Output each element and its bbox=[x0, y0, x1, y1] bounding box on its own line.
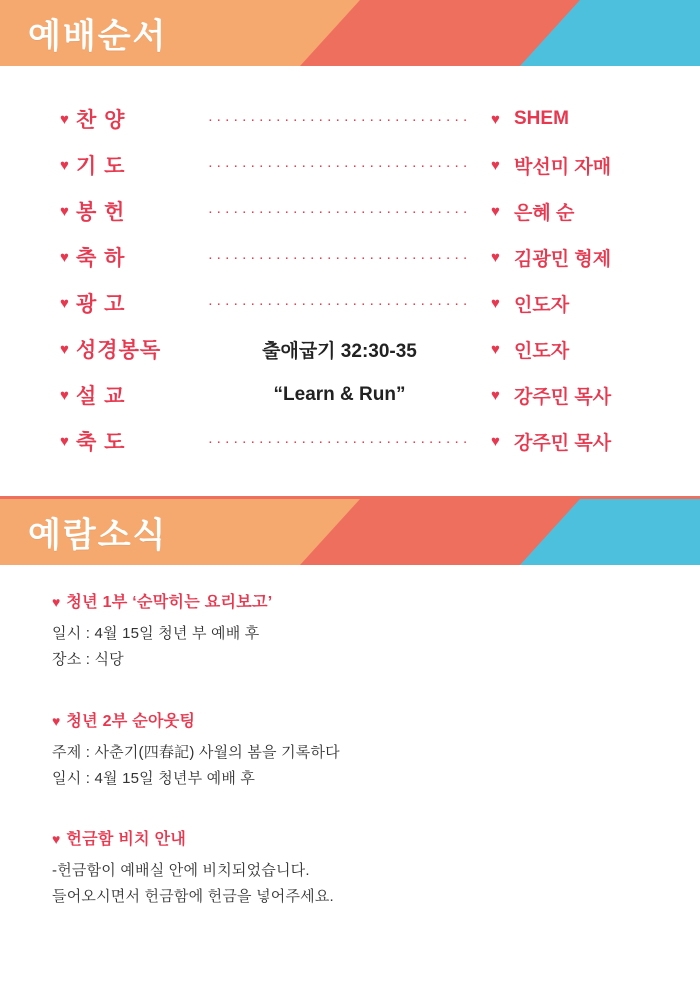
order-item-person bbox=[485, 428, 660, 455]
heart-icon: ♥ bbox=[491, 386, 500, 404]
sermon-title: “Learn & Run” bbox=[273, 384, 406, 405]
order-item-name: 축 도 bbox=[76, 431, 126, 454]
order-row bbox=[0, 234, 700, 280]
order-item-person bbox=[485, 244, 660, 271]
order-person-label: 박선미 자매 bbox=[514, 156, 612, 178]
heart-icon: ♥ bbox=[60, 110, 69, 128]
news-item-line: 들어오시면서 헌금함에 헌금을 넣어주세요. bbox=[52, 888, 334, 906]
news-list bbox=[0, 565, 700, 911]
heart-icon: ♥ bbox=[60, 202, 69, 220]
order-row bbox=[0, 96, 700, 142]
order-item-name: 봉 헌 bbox=[76, 201, 126, 224]
order-person-label: 인도자 bbox=[514, 294, 570, 316]
news-item-heading bbox=[52, 826, 648, 849]
scripture-reference: 출애굽기 32:30-35 bbox=[262, 340, 417, 362]
order-item-name: 기 도 bbox=[76, 155, 126, 178]
order-item-middle bbox=[194, 384, 485, 406]
news-item-heading bbox=[52, 589, 648, 612]
order-item-name: 성경봉독 bbox=[76, 339, 162, 362]
news-item-line: 주제 : 사춘기(四春記) 사월의 봄을 기록하다 bbox=[52, 743, 340, 761]
news-banner-title: 예람소식 bbox=[28, 516, 168, 555]
heart-icon: ♥ bbox=[60, 156, 69, 174]
order-row bbox=[0, 418, 700, 464]
order-item-middle bbox=[194, 336, 485, 363]
news-item-line: -헌금함이 예배실 안에 비치되었습니다. bbox=[52, 862, 310, 879]
news-banner bbox=[0, 499, 700, 565]
news-item bbox=[52, 589, 648, 674]
order-item-person bbox=[485, 290, 660, 317]
order-item-middle bbox=[194, 203, 485, 220]
order-item-middle bbox=[194, 433, 485, 450]
heart-icon: ♥ bbox=[491, 294, 500, 312]
order-person-label: 강주민 목사 bbox=[514, 386, 612, 408]
news-item-title: 청년 2부 순아웃팅 bbox=[66, 712, 196, 730]
order-item-person bbox=[485, 336, 660, 363]
order-item-middle bbox=[194, 157, 485, 174]
order-item-middle bbox=[194, 111, 485, 128]
order-person-label: 강주민 목사 bbox=[514, 432, 612, 454]
dot-leader: ······························· bbox=[207, 110, 472, 128]
order-banner-title: 예배순서 bbox=[28, 17, 168, 56]
order-item-name: 축 하 bbox=[76, 247, 126, 270]
order-person-label: 인도자 bbox=[514, 340, 570, 362]
heart-icon: ♥ bbox=[60, 432, 69, 450]
order-item-person bbox=[485, 108, 660, 130]
heart-icon: ♥ bbox=[491, 202, 500, 220]
order-row bbox=[0, 372, 700, 418]
dot-leader: ······························· bbox=[207, 156, 472, 174]
order-person-label: SHEM bbox=[514, 108, 569, 129]
order-row bbox=[0, 188, 700, 234]
news-item-title: 헌금함 비치 안내 bbox=[66, 831, 187, 848]
news-item bbox=[52, 708, 648, 793]
order-row bbox=[0, 326, 700, 372]
heart-icon: ♥ bbox=[52, 594, 61, 610]
news-item bbox=[52, 826, 648, 911]
news-item-line: 장소 : 식당 bbox=[52, 651, 124, 669]
order-item-person bbox=[485, 152, 660, 179]
news-item-title: 청년 1부 ‘순막히는 요리보고’ bbox=[66, 594, 273, 611]
order-person-label: 김광민 형제 bbox=[514, 248, 612, 270]
heart-icon: ♥ bbox=[60, 386, 69, 404]
dot-leader: ······························· bbox=[207, 294, 472, 312]
order-item-name: 설 교 bbox=[76, 385, 126, 408]
order-item-middle bbox=[194, 249, 485, 266]
heart-icon: ♥ bbox=[491, 156, 500, 174]
order-item-name: 찬 양 bbox=[76, 109, 126, 132]
order-item-person bbox=[485, 198, 660, 225]
order-item-person bbox=[485, 382, 660, 409]
order-item-middle bbox=[194, 295, 485, 312]
heart-icon: ♥ bbox=[60, 248, 69, 266]
heart-icon: ♥ bbox=[491, 110, 500, 128]
section-spacer bbox=[0, 474, 700, 496]
order-row bbox=[0, 142, 700, 188]
heart-icon: ♥ bbox=[60, 294, 69, 312]
heart-icon: ♥ bbox=[52, 831, 61, 847]
news-item-heading bbox=[52, 708, 648, 731]
heart-icon: ♥ bbox=[60, 340, 69, 358]
order-person-label: 은혜 순 bbox=[514, 202, 575, 224]
order-banner bbox=[0, 0, 700, 66]
order-of-service-list bbox=[0, 66, 700, 474]
heart-icon: ♥ bbox=[52, 712, 61, 729]
order-row bbox=[0, 280, 700, 326]
heart-icon: ♥ bbox=[491, 248, 500, 266]
dot-leader: ······························· bbox=[207, 248, 472, 266]
heart-icon: ♥ bbox=[491, 432, 500, 450]
order-item-name: 광 고 bbox=[76, 293, 126, 316]
news-item-line: 일시 : 4월 15일 청년 부 예배 후 bbox=[52, 625, 260, 642]
news-item-line: 일시 : 4월 15일 청년부 예배 후 bbox=[52, 769, 256, 787]
heart-icon: ♥ bbox=[491, 340, 500, 358]
dot-leader: ······························· bbox=[207, 202, 472, 220]
dot-leader: ······························· bbox=[207, 432, 472, 450]
